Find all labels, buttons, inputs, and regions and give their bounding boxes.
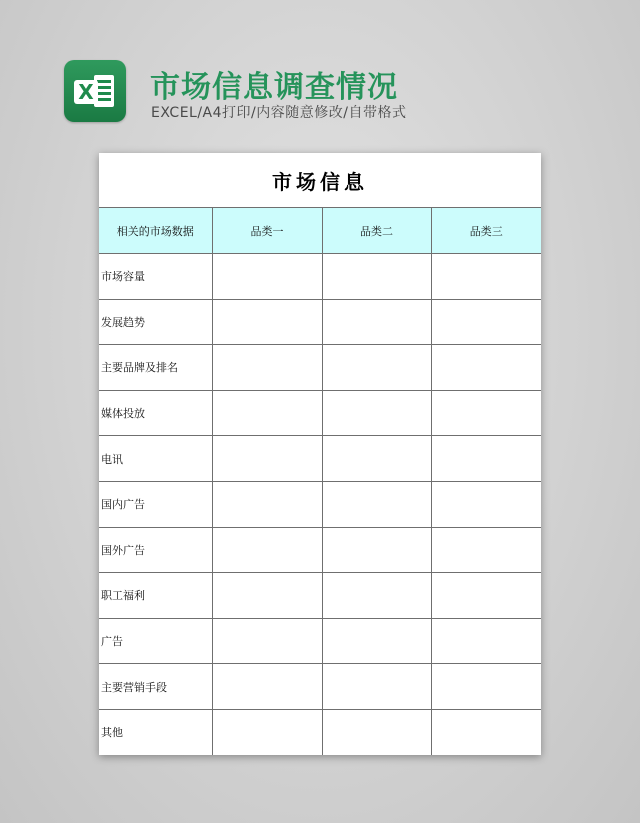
header-row: [99, 208, 541, 254]
table-cell[interactable]: [431, 481, 541, 527]
table-row: [99, 618, 541, 664]
table-cell[interactable]: [322, 345, 431, 391]
market-info-table: [99, 153, 541, 755]
table-cell[interactable]: [431, 709, 541, 754]
row-label: 国内广告: [99, 481, 212, 527]
row-label: 主要营销手段: [99, 664, 212, 710]
table-row: [99, 390, 541, 436]
page-title: 市场信息调查情况: [150, 70, 398, 105]
column-header-market-data: 相关的市场数据: [99, 208, 212, 254]
logo-letter: X: [74, 80, 98, 104]
page-subtitle: EXCEL/A4打印/内容随意修改/自带格式: [151, 105, 407, 121]
row-label: 其他: [99, 709, 212, 754]
row-label: 电讯: [99, 436, 212, 482]
table-cell[interactable]: [431, 345, 541, 391]
table-cell[interactable]: [322, 664, 431, 710]
table-row: [99, 254, 541, 300]
row-label: 发展趋势: [99, 299, 212, 345]
row-label: 国外广告: [99, 527, 212, 573]
table-row: [99, 664, 541, 710]
sheet-title: 市场信息: [99, 153, 541, 208]
table-cell[interactable]: [212, 254, 322, 300]
table-cell[interactable]: [322, 573, 431, 619]
table-cell[interactable]: [431, 618, 541, 664]
table-cell[interactable]: [212, 709, 322, 754]
table-cell[interactable]: [212, 527, 322, 573]
column-header-category-1: 品类一: [212, 208, 322, 254]
table-row: [99, 299, 541, 345]
table-cell[interactable]: [212, 618, 322, 664]
table-row: [99, 345, 541, 391]
table-cell[interactable]: [322, 254, 431, 300]
table-row: [99, 527, 541, 573]
table-cell[interactable]: [431, 299, 541, 345]
table-cell[interactable]: [322, 299, 431, 345]
excel-logo-icon: [64, 60, 126, 122]
table-cell[interactable]: [322, 618, 431, 664]
column-header-category-3: 品类三: [431, 208, 541, 254]
table-cell[interactable]: [322, 390, 431, 436]
table-cell[interactable]: [431, 390, 541, 436]
table-cell[interactable]: [212, 436, 322, 482]
table-cell[interactable]: [322, 709, 431, 754]
row-label: 广告: [99, 618, 212, 664]
table-cell[interactable]: [212, 299, 322, 345]
table-cell[interactable]: [322, 481, 431, 527]
table-cell[interactable]: [322, 436, 431, 482]
row-label: 媒体投放: [99, 390, 212, 436]
table-cell[interactable]: [431, 664, 541, 710]
table-cell[interactable]: [212, 345, 322, 391]
table-cell[interactable]: [431, 254, 541, 300]
row-label: 职工福利: [99, 573, 212, 619]
column-header-category-2: 品类二: [322, 208, 431, 254]
table-cell[interactable]: [322, 527, 431, 573]
row-label: 市场容量: [99, 254, 212, 300]
table-cell[interactable]: [212, 481, 322, 527]
table-row: [99, 573, 541, 619]
table-cell[interactable]: [431, 527, 541, 573]
table-row: [99, 709, 541, 754]
table-cell[interactable]: [431, 573, 541, 619]
table-row: [99, 436, 541, 482]
table-cell[interactable]: [212, 664, 322, 710]
table-row: [99, 481, 541, 527]
table-cell[interactable]: [212, 573, 322, 619]
row-label: 主要品牌及排名: [99, 345, 212, 391]
document-sheet: [99, 153, 541, 755]
table-cell[interactable]: [212, 390, 322, 436]
table-cell[interactable]: [431, 436, 541, 482]
